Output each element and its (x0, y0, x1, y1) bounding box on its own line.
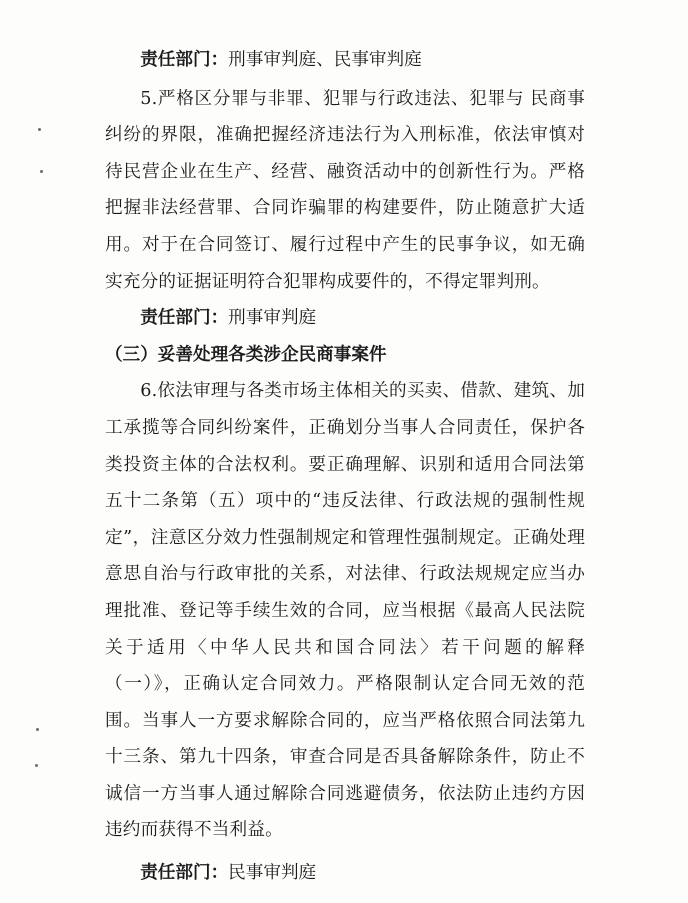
scan-speck (36, 728, 39, 731)
responsible-department (105, 855, 585, 892)
paragraph: 5.严格区分罪与非罪、犯罪与行政违法、犯罪与 民商事纠纷的界限，准确把握经济违法行为入刑标准，依法审慎对待民营企业在生产、经营、融资活动中的创新性行为。严格把握非法经营罪、合同诈骗罪的构建要件，防止随意扩大适用。对于在合同签订、履行过程中产生的民事争议，如无确实充分的证据证明符合犯罪构成要件的，不得定罪判刑。 (105, 88, 585, 292)
department-label: 责任部门： (140, 308, 229, 329)
department-label: 责任部门： (140, 863, 229, 884)
scan-speck (35, 764, 38, 767)
department-value: 刑事审判庭、民事审判庭 (228, 50, 422, 70)
responsible-department (105, 300, 585, 337)
department-value: 民事审判庭 (228, 863, 317, 884)
scan-speck (38, 128, 41, 131)
department-value: 刑事审判庭 (228, 308, 317, 329)
section-heading: （三）妥善处理各类涉企民商事案件 (105, 344, 387, 365)
responsible-department (105, 42, 585, 79)
document-body (105, 42, 585, 892)
paragraph: 6.依法审理与各类市场主体相关的买卖、借款、建筑、加工承揽等合同纠纷案件，正确划分当事人合同责任，保护各类投资主体的合法权利。要正确理解、识别和适用合同法第五十二条第（五）项中的“违反法律、行政法规的强制性规定”，注意区分效力性强制规定和管理性强制规定。正确处理意思自治与行政审批的关系，对法律、行政法规规定应当办理批准、登记等手续生效的合同，应当根据《最高人民法院关于适用〈中华人民共和国合同法〉若干问题的解释（一）》，正确认定合同效力。严格限制认定合同无效的范围。当事人一方要求解除合同的，应当严格依照合同法第九十三条、第九十四条，审查合同是否具备解除条件，防止不诚信一方当事人通过解除合同逃避债务，依法防止违约方因违约而获得不当利益。 (105, 381, 585, 841)
department-label: 责任部门： (140, 50, 229, 70)
scan-speck (40, 170, 43, 173)
